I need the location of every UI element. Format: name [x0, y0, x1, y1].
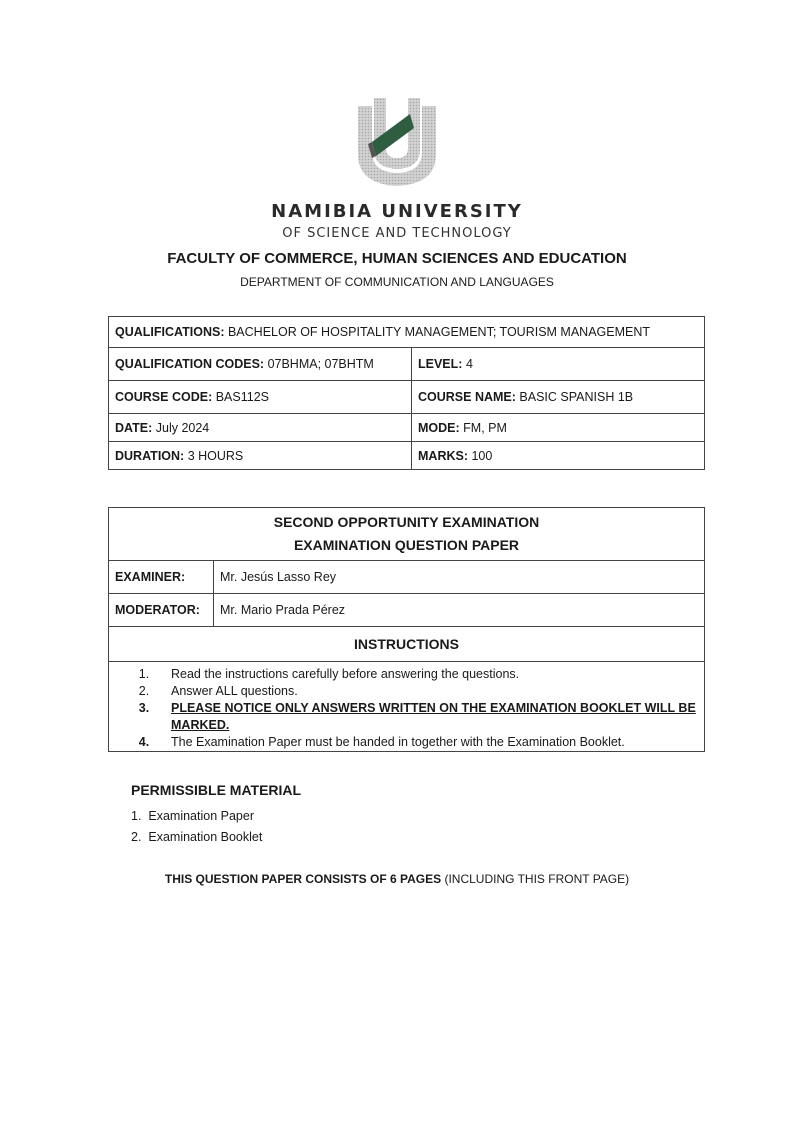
course-name-value: BASIC SPANISH 1B: [519, 390, 634, 404]
moderator-label: MODERATOR:: [109, 594, 214, 627]
mode-label: MODE:: [418, 420, 460, 435]
examiner-value: Mr. Jesús Lasso Rey: [214, 561, 705, 594]
qualifications-cell: [109, 317, 705, 348]
date-value: July 2024: [155, 420, 210, 435]
university-name: NAMIBIA UNIVERSITY: [271, 201, 523, 222]
course-code-value: BAS112S: [215, 390, 269, 404]
moderator-value: Mr. Mario Prada Pérez: [214, 594, 705, 627]
instructions-heading: INSTRUCTIONS: [109, 627, 705, 662]
permissible-item: Examination Paper: [148, 809, 254, 823]
list-item: 1. Examination Paper: [131, 809, 254, 823]
course-name-cell: [412, 381, 705, 414]
marks-value: 100: [471, 448, 493, 463]
course-name-label: COURSE NAME:: [418, 390, 516, 404]
qualifications-label: QUALIFICATIONS:: [115, 325, 225, 339]
marks-cell: [412, 442, 705, 470]
level-value: 4: [465, 357, 473, 371]
page-count-normal: (INCLUDING THIS FRONT PAGE): [441, 872, 630, 886]
page-count-note: [0, 872, 794, 886]
qualification-codes-cell: [109, 348, 412, 381]
duration-label: DURATION:: [115, 448, 185, 463]
instruction-number: 3.: [138, 701, 150, 715]
page-count-bold: THIS QUESTION PAPER CONSISTS OF 6 PAGES: [164, 872, 442, 886]
examiner-label: EXAMINER:: [109, 561, 214, 594]
permissible-material-title: PERMISSIBLE MATERIAL: [131, 782, 302, 798]
list-item: [117, 683, 696, 700]
list-item: 2. Examination Booklet: [131, 830, 263, 844]
university-subtitle: OF SCIENCE AND TECHNOLOGY: [282, 226, 512, 241]
date-label: DATE:: [115, 420, 153, 435]
instruction-text: PLEASE NOTICE ONLY ANSWERS WRITTEN ON THE EXAMINATION BOOKLET WILL BE MARKED.: [171, 701, 696, 732]
duration-value: 3 HOURS: [187, 448, 244, 463]
exam-title-cell: [109, 508, 705, 561]
course-details-table: [108, 316, 705, 470]
course-code-label: COURSE CODE:: [115, 390, 213, 404]
instruction-number: 4.: [138, 735, 150, 749]
exam-title-line1: SECOND OPPORTUNITY EXAMINATION: [273, 514, 540, 530]
list-item: [117, 700, 696, 734]
instruction-text: The Examination Paper must be handed in together with the Examination Booklet.: [171, 735, 625, 749]
qualifications-value: BACHELOR OF HOSPITALITY MANAGEMENT; TOURISM MANAGEMENT: [227, 325, 651, 339]
date-cell: [109, 414, 412, 442]
level-label: LEVEL:: [418, 357, 463, 371]
level-cell: [412, 348, 705, 381]
list-item: [117, 734, 696, 751]
department-name: DEPARTMENT OF COMMUNICATION AND LANGUAGES: [240, 275, 554, 289]
marks-label: MARKS:: [418, 448, 468, 463]
exam-title-line2: EXAMINATION QUESTION PAPER: [293, 537, 520, 553]
course-code-cell: [109, 381, 412, 414]
faculty-name: FACULTY OF COMMERCE, HUMAN SCIENCES AND EDUCATION: [167, 250, 627, 267]
qualification-codes-value: 07BHMA; 07BHTM: [267, 357, 374, 371]
qualification-codes-label: QUALIFICATION CODES:: [115, 357, 265, 371]
exam-info-table: [108, 507, 705, 752]
instruction-number: 2.: [138, 684, 150, 698]
instruction-number: 1.: [138, 667, 150, 681]
list-item: [117, 666, 696, 683]
university-logo-icon: [352, 92, 442, 188]
mode-value: FM, PM: [463, 420, 507, 435]
permissible-item: Examination Booklet: [148, 830, 263, 844]
instruction-text: Read the instructions carefully before answering the questions.: [171, 667, 520, 681]
instruction-text: Answer ALL questions.: [171, 684, 298, 698]
duration-cell: [109, 442, 412, 470]
mode-cell: [412, 414, 705, 442]
instructions-list: [109, 662, 705, 752]
permissible-material-list: [131, 806, 262, 848]
